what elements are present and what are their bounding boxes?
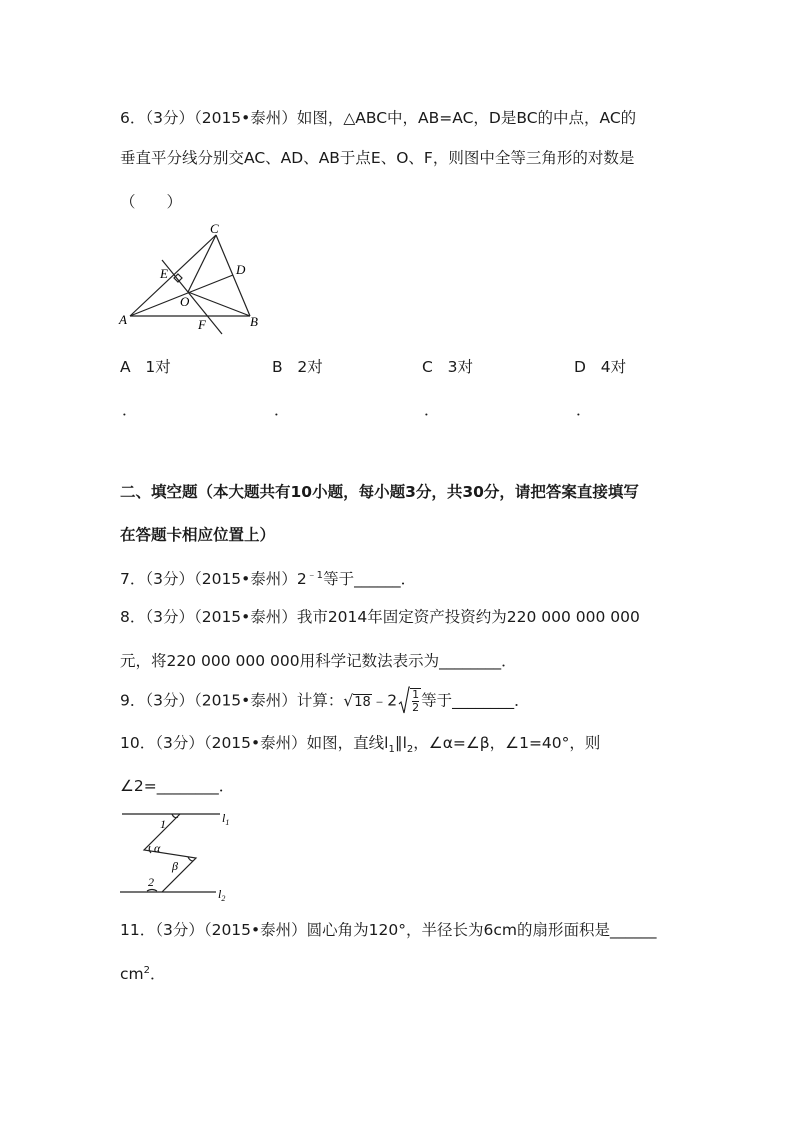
angle2-arc: [147, 890, 157, 892]
option-c[interactable]: [422, 357, 473, 377]
q9-minus: ﹣2: [371, 691, 398, 710]
q9-prefix: 9．（3分）（2015•泰州）计算：: [120, 691, 344, 710]
q8-line2: 元，将220 000 000 000用科学记数法表示为________．: [120, 652, 517, 670]
q11-unit: cm: [120, 965, 144, 983]
q11-unit-sup: 2: [143, 965, 150, 976]
label-o: O: [180, 294, 190, 309]
q10-rest: ，∠α=∠β，∠1=40°，则: [413, 734, 601, 752]
option-b[interactable]: [272, 357, 323, 377]
q10-line1: [120, 733, 600, 760]
q10-sub1: 1: [388, 744, 395, 755]
option-d-dot: ．: [576, 401, 592, 419]
label-f: F: [198, 317, 206, 332]
fig-label-beta: β: [172, 859, 178, 873]
l2-sub: 2: [221, 894, 226, 902]
q9-sqrt-frac: [398, 686, 421, 716]
alpha-arc: [149, 846, 151, 853]
section2-heading-line2: 在答题卡相应位置上）: [120, 526, 276, 544]
q9-suffix: 等于________．: [421, 691, 530, 710]
q10-prefix: 10．（3分）（2015•泰州）如图，直线l: [120, 734, 389, 752]
q7-line: [120, 566, 416, 589]
q9-radicand: 18: [354, 694, 371, 710]
sqrt-symbol: √: [343, 691, 354, 710]
q6-triangle-figure: [112, 222, 272, 338]
q10-parallel-lines-figure: [114, 806, 244, 902]
option-c-text: 3对: [447, 358, 473, 376]
fig-label-l1: [222, 811, 229, 827]
option-d[interactable]: [574, 357, 626, 377]
option-b-key: B: [272, 358, 283, 376]
label-c: C: [210, 222, 219, 236]
option-a[interactable]: [120, 357, 171, 377]
option-a-dot: ．: [122, 401, 138, 419]
label-b: B: [250, 314, 258, 329]
option-b-text: 2对: [297, 358, 323, 376]
fig-label-1: 1: [160, 817, 166, 831]
label-d: D: [236, 262, 246, 277]
option-c-dot: ．: [424, 401, 440, 419]
label-e: E: [160, 266, 168, 281]
q10-sub2: 2: [406, 744, 414, 755]
q11-line2: [120, 961, 166, 984]
fig-label-alpha: α: [154, 841, 161, 855]
q8-line1: 8．（3分）（2015•泰州）我市2014年固定资产投资约为220 000 000 000: [120, 608, 640, 626]
q9-line: [120, 686, 530, 716]
section2-heading-line1: 二、填空题（本大题共有10小题，每小题3分，共30分，请把答案直接填写: [120, 483, 639, 501]
big-sqrt-symbol: [398, 686, 410, 716]
l2-letter: l: [218, 887, 222, 901]
option-d-text: 4对: [600, 358, 627, 376]
q6-answer-bracket: （ ）: [120, 193, 183, 211]
q7-exponent: ﹣1: [306, 570, 324, 581]
label-a: A: [119, 312, 127, 327]
q7-prefix: 7．（3分）（2015•泰州）2: [120, 570, 307, 588]
q9-fraction: [410, 688, 421, 714]
side-ac: [130, 235, 216, 316]
l1-letter: l: [222, 811, 226, 825]
right-angle-mark: [174, 274, 182, 282]
fig-label-2: 2: [148, 875, 154, 889]
q9-sqrt-18: [343, 691, 371, 713]
perpendicular-bisector: [162, 260, 222, 334]
option-a-key: A: [120, 358, 131, 376]
q11-line1: 11．（3分）（2015•泰州）圆心角为120°，半径长为6cm的扇形面积是______: [120, 921, 657, 939]
q9-frac-den: 2: [412, 701, 420, 714]
q11-end: ．: [150, 965, 166, 983]
fig-label-l2: [218, 887, 225, 902]
l1-sub: 1: [225, 818, 230, 827]
option-c-key: C: [422, 358, 433, 376]
q6-line1: 6．（3分）（2015•泰州）如图，△ABC中，AB=AC，D是BC的中点，AC的: [120, 109, 637, 127]
q10-line2: ∠2=________．: [120, 777, 235, 795]
option-d-key: D: [574, 358, 586, 376]
option-a-text: 1对: [145, 358, 171, 376]
q6-line2: 垂直平分线分别交AC、AD、AB于点E、O、F，则图中全等三角形的对数是: [120, 149, 635, 167]
q7-suffix: 等于______．: [323, 570, 417, 588]
q10-parallel: ∥l: [394, 734, 407, 752]
q9-frac-num: 1: [412, 688, 420, 701]
option-b-dot: ．: [274, 401, 290, 419]
